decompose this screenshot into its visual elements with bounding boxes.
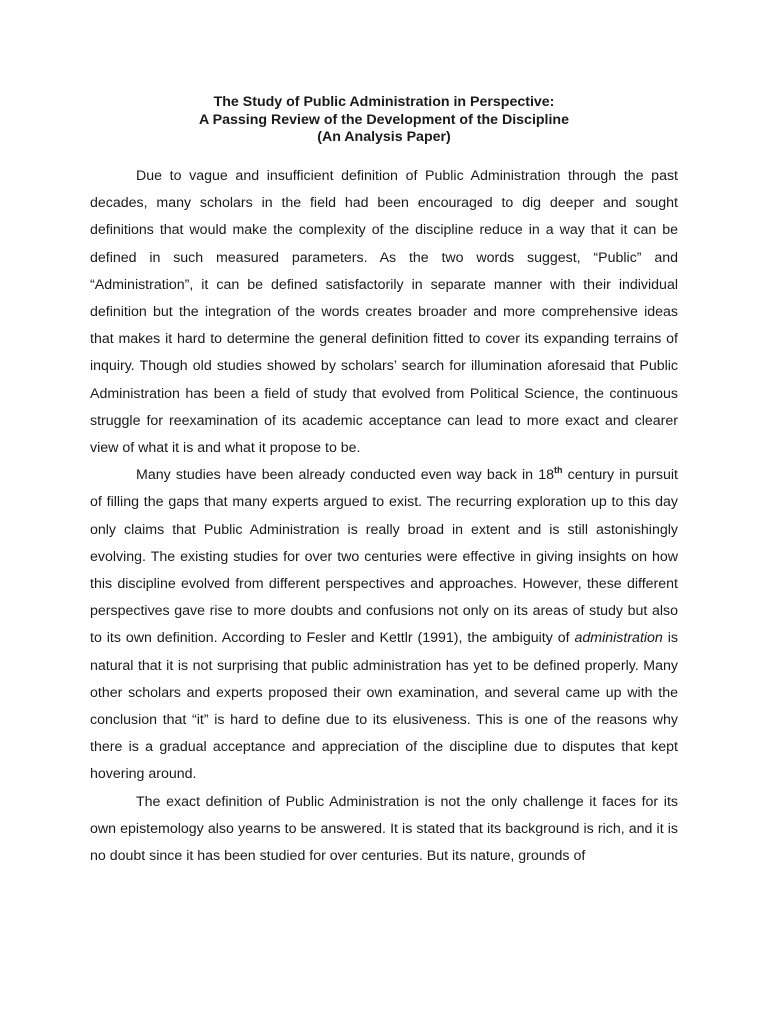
title-line-2: A Passing Review of the Development of the Discipline: [198, 111, 569, 128]
paragraph-1-text: Due to vague and insufficient definition of Public Administration through the past decades, many scholars in the field had been encouraged to dig deeper and sought definitions that would make the complexity of the discipline reduce in a way that it can be defined in such measured parameters. As the two words suggest, “Public” and “Administration”, it can be defined satisfactorily in separate manner with their individual definition but the integration of the words creates broader and more comprehensive ideas that makes it hard to determine the general definition fitted to cover its expanding terrains of inquiry. Though old studies showed by scholars’ search for illumination aforesaid that Public Administration has been a field of study that evolved from Political Science, the continuous struggle for reexamination of its academic acceptance can lead to more exact and clearer view of what it is and what it propose to be.: [90, 168, 678, 457]
paragraph-2-text-start: Many studies have been already conducted even way back in 18: [136, 467, 554, 484]
paragraph-3-text: The exact definition of Public Administration is not the only challenge it faces for its own epistemology also yearns to be answered. It is stated that its background is rich, and it is no doubt since it has been studied for over centuries. But its nature, grounds of: [90, 793, 678, 865]
document-body: [90, 163, 678, 870]
paragraph-2-text-middle: century in pursuit of filling the gaps that many experts argued to exist. The recurring exploration up to this day only claims that Public Administration is really broad in extent and is still astonishingly evolving. The existing studies for over two centuries were effective in giving insights on how this discipline evolved from different perspectives and approaches. However, these different perspectives gave rise to more doubts and confusions not only on its areas of study but also to its own definition. According to Fesler and Kettlr (1991), the ambiguity of: [90, 467, 678, 647]
title-line-1: The Study of Public Administration in Perspective:: [213, 94, 555, 110]
paragraph-3: [90, 789, 678, 871]
paragraph-2-text-end: is natural that it is not surprising that public administration has yet to be defined properly. Many other scholars and experts proposed their own examination, and several came up with the conclusion that “it” is hard to define due to its elusiveness. This is one of the reasons why there is a gradual acceptance and appreciation of the discipline due to disputes that kept hovering around.: [90, 630, 679, 783]
paragraph-2: [90, 462, 678, 788]
title-line-3: (An Analysis Paper): [317, 129, 451, 145]
italic-term: administration: [574, 630, 663, 647]
ordinal-superscript: th: [553, 465, 563, 476]
document-title: [0, 94, 768, 147]
paragraph-1: [90, 163, 678, 462]
